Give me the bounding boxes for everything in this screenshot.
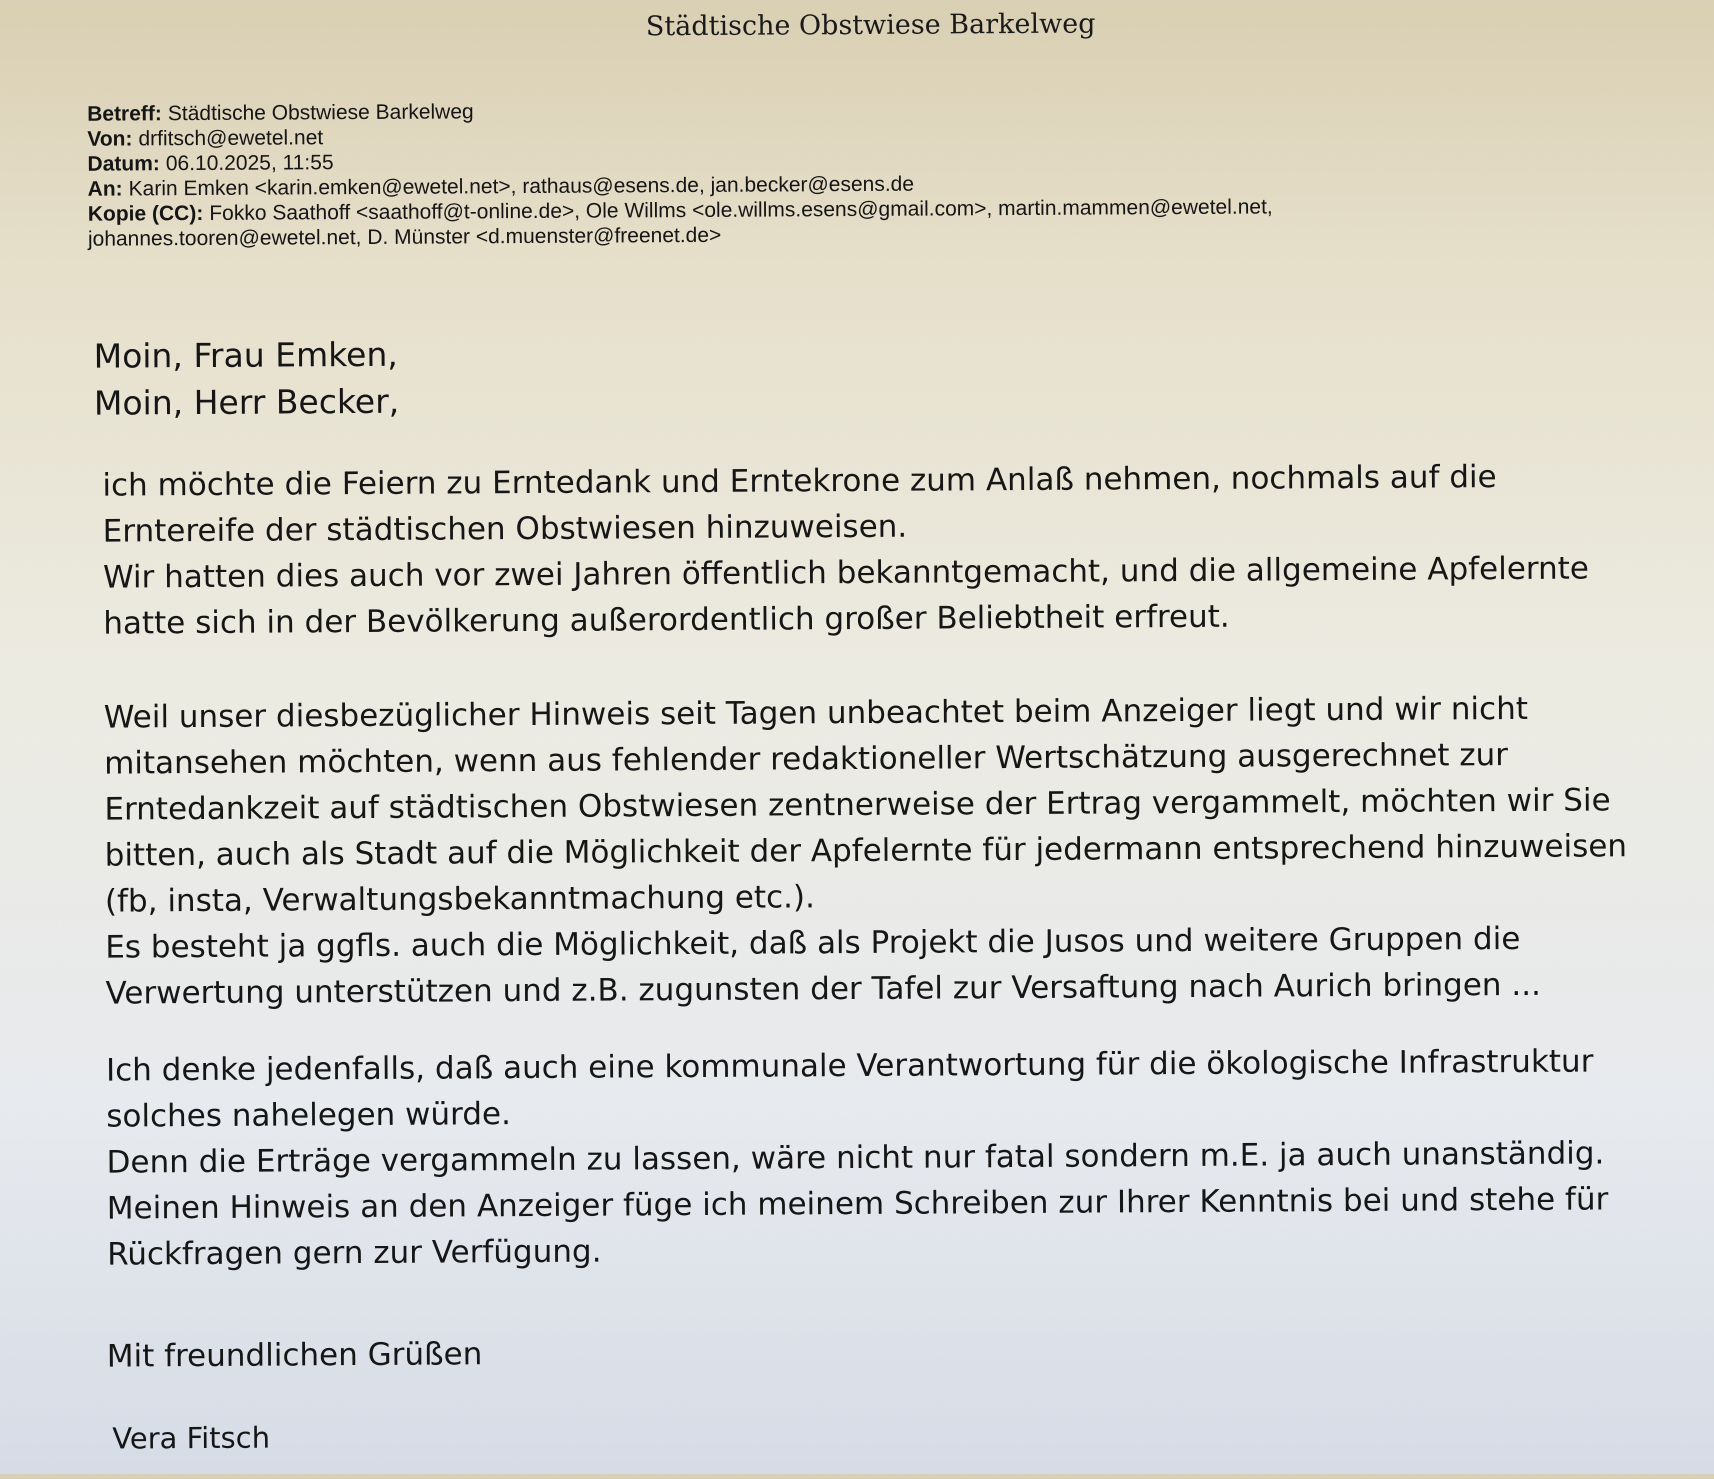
header-label: Von:: [87, 127, 133, 151]
header-value: drfitsch@ewetel.net: [138, 126, 324, 151]
header-label: An:: [87, 177, 123, 201]
body-line: Erntedankzeit auf städtischen Obstwiesen zentnerweise der Ertrag vergammelt, möchten wir Sie: [104, 782, 1611, 828]
body-paragraph-2: [104, 685, 1628, 1016]
header-label: Betreff:: [87, 102, 162, 126]
body-line: Verwertung unterstützen und z.B. zugunsten der Tafel zur Versaftung nach Aurich bringen ...: [105, 966, 1542, 1012]
body-line: ich möchte die Feiern zu Erntedank und Erntekrone zum Anlaß nehmen, nochmals auf die: [102, 459, 1497, 504]
body-line: solches nahelegen würde.: [106, 1096, 512, 1135]
body-line: Erntereife der städtischen Obstwiesen hinzuweisen.: [102, 508, 908, 550]
signature-name: Vera Fitsch: [112, 1420, 271, 1456]
body-line: (fb, insta, Verwaltungsbekanntmachung etc.).: [104, 879, 816, 920]
body-line: Meinen Hinweis an den Anzeiger füge ich meinem Schreiben zur Ihrer Kenntnis bei und stehe für: [106, 1181, 1609, 1227]
header-value: Städtische Obstwiese Barkelweg: [167, 100, 474, 126]
header-value: Fokko Saathoff <saathoff@t-online.de>, Ole Willms <ole.willms.esens@gmail.com>, martin.mammen@ewetel.net,: [209, 195, 1273, 225]
salutation-line: Moin, Frau Emken,: [93, 334, 398, 376]
header-value: 06.10.2025, 11:55: [165, 151, 334, 176]
body-line: Denn die Erträge vergammeln zu lassen, wäre nicht nur fatal sondern m.E. ja auch unanständig.: [106, 1135, 1605, 1181]
header-value: Karin Emken <karin.emken@ewetel.net>, rathaus@esens.de, jan.becker@esens.de: [128, 172, 915, 201]
body-line: mitansehen möchten, wenn aus fehlender redaktioneller Wertschätzung ausgerechnet zur: [104, 737, 1509, 782]
closing-line: Mit freundlichen Grüßen: [106, 1336, 483, 1375]
body-line: Ich denke jedenfalls, daß auch eine kommunale Verantwortung für die ökologische Infrastruktur: [105, 1043, 1594, 1089]
body-line: bitten, auch als Stadt auf die Möglichkeit der Apfelernte für jedermann entsprechend hinzuweisen: [104, 828, 1628, 874]
document-title: Städtische Obstwiese Barkelweg: [645, 8, 1096, 43]
salutation-line: Moin, Herr Becker,: [93, 381, 400, 423]
body-line: Wir hatten dies auch vor zwei Jahren öffentlich bekanntgemacht, und die allgemeine Apfelernte: [102, 550, 1590, 596]
salutation: [94, 331, 400, 427]
body-line: Es besteht ja ggfls. auch die Möglichkeit, daß als Projekt die Jusos und weitere Gruppen die: [105, 920, 1521, 966]
header-value: johannes.tooren@ewetel.net, D. Münster <d.muenster@freenet.de>: [87, 223, 722, 251]
body-line: Weil unser diesbezüglicher Hinweis seit Tagen unbeachtet beim Anzeiger liegt und wir nicht: [103, 690, 1529, 736]
body-paragraph-1: [102, 454, 1589, 647]
body-paragraph-3: [106, 1038, 1609, 1277]
header-label: Datum:: [87, 152, 160, 176]
body-line: hatte sich in der Bevölkerung außerordentlich großer Beliebtheit erfreut.: [103, 598, 1230, 642]
email-header: [87, 94, 1273, 251]
header-label: Kopie (CC):: [87, 201, 204, 226]
body-line: Rückfragen gern zur Verfügung.: [107, 1233, 602, 1273]
